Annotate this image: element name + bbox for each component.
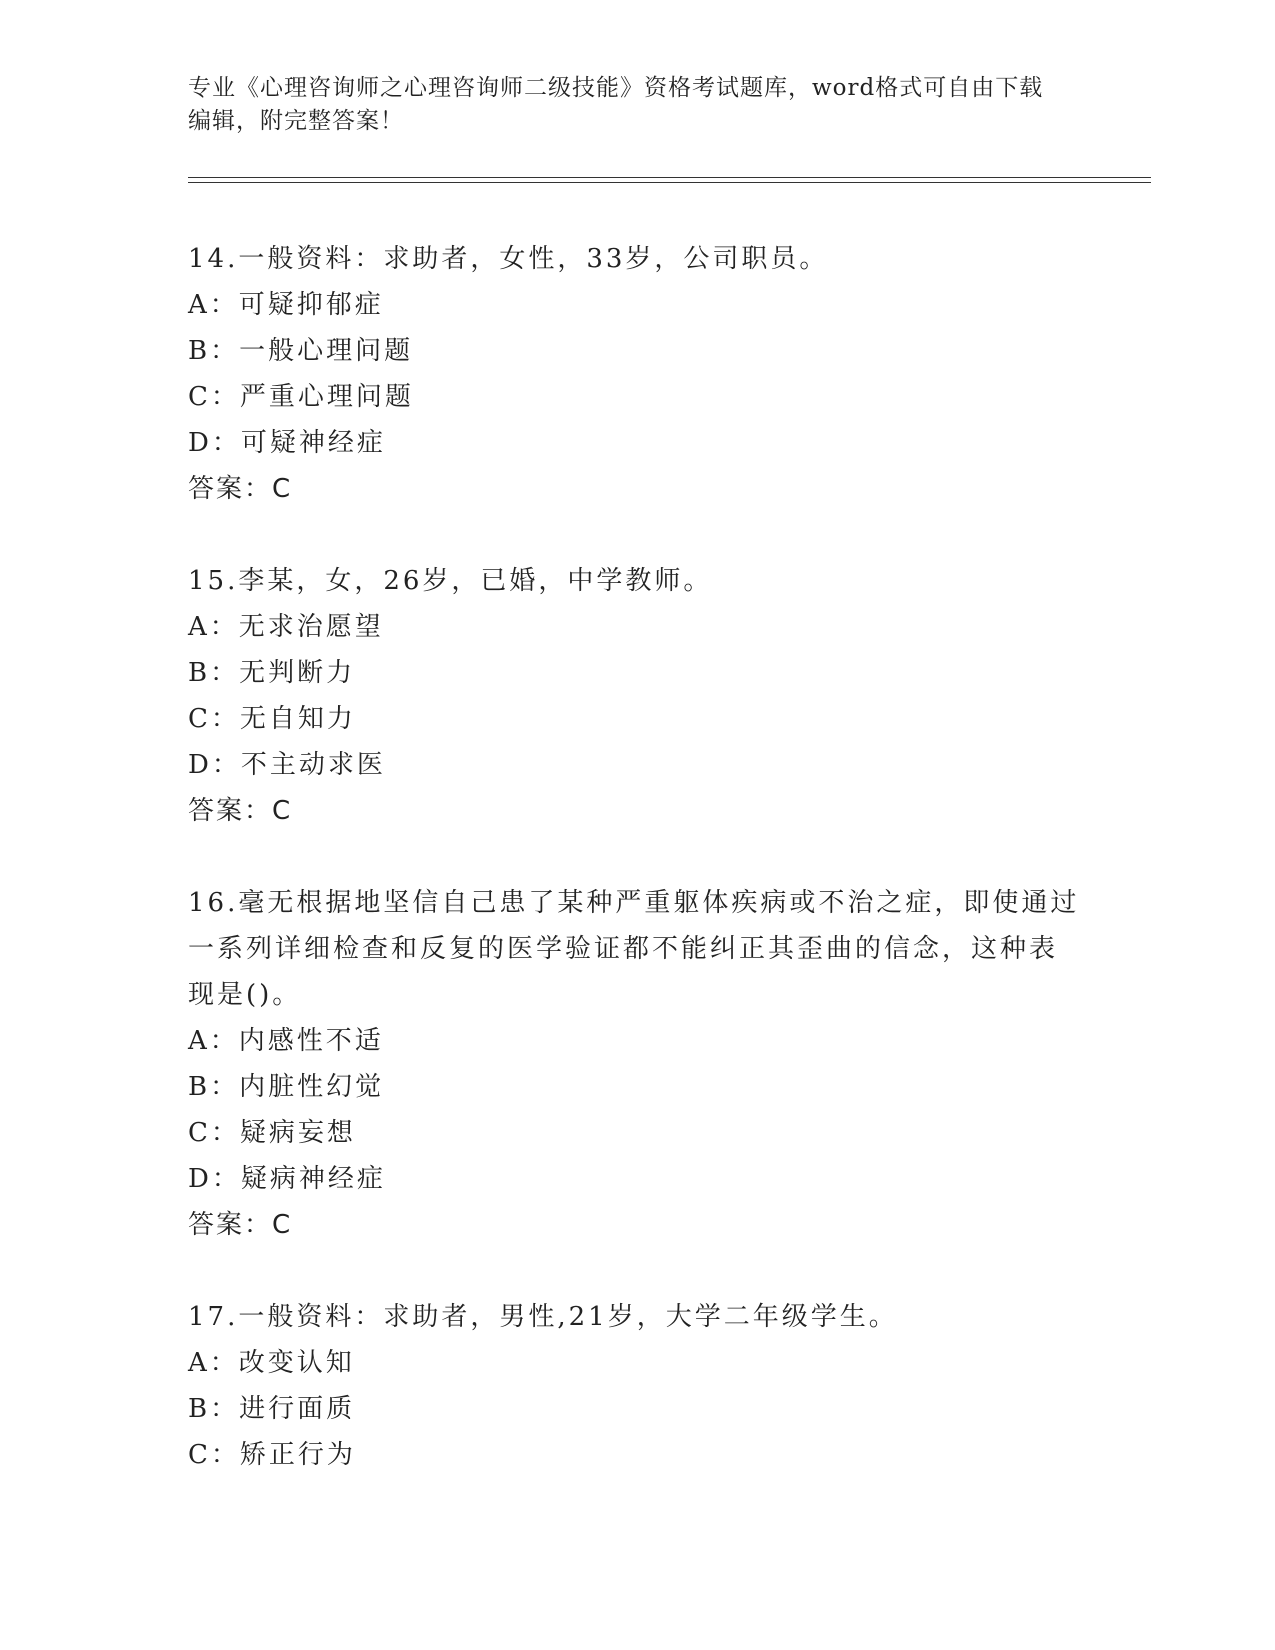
option-c: C：无自知力 [188,704,356,734]
option-b: B：进行面质 [188,1394,356,1424]
option-c: C：严重心理问题 [188,382,414,412]
question-stem: 17.一般资料：求助者，男性,21岁，大学二年级学生。 [188,1302,898,1332]
question-stem: 15.李某，女，26岁，已婚，中学教师。 [188,566,713,596]
header-line-2: 编辑，附完整答案！ [188,108,404,134]
question-stem-line-2: 一系列详细检查和反复的医学验证都不能纠正其歪曲的信念，这种表 [188,934,1059,964]
question-16 [188,880,1088,1248]
question-stem-line-1: 16.毫无根据地坚信自己患了某种严重躯体疾病或不治之症，即使通过 [188,888,1080,918]
option-a: A：改变认知 [188,1348,355,1378]
option-b: B：无判断力 [188,658,356,688]
answer-line: 答案：C [188,796,293,826]
header-rule-top [188,177,1151,178]
question-17 [188,1294,1088,1478]
option-a: A：无求治愿望 [188,612,384,642]
question-stem-line-3: 现是()。 [188,980,302,1010]
option-d: D：疑病神经症 [188,1164,386,1194]
header-line-1: 专业《心理咨询师之心理咨询师二级技能》资格考试题库，word格式可自由下载 [188,75,1044,101]
question-14 [188,236,1088,512]
option-b: B：内脏性幻觉 [188,1072,385,1102]
question-stem: 14.一般资料：求助者，女性，33岁，公司职员。 [188,244,829,274]
option-c: C：疑病妄想 [188,1118,356,1148]
option-d: D：可疑神经症 [188,428,386,458]
option-c: C：矫正行为 [188,1440,356,1470]
question-15 [188,558,1088,834]
document-header [188,72,1068,138]
option-a: A：内感性不适 [188,1026,384,1056]
answer-line: 答案：C [188,474,293,504]
option-a: A：可疑抑郁症 [188,290,384,320]
answer-line: 答案：C [188,1210,293,1240]
option-d: D：不主动求医 [188,750,386,780]
option-b: B：一般心理问题 [188,336,414,366]
question-list [188,236,1088,1478]
header-rule-bottom [188,182,1151,183]
